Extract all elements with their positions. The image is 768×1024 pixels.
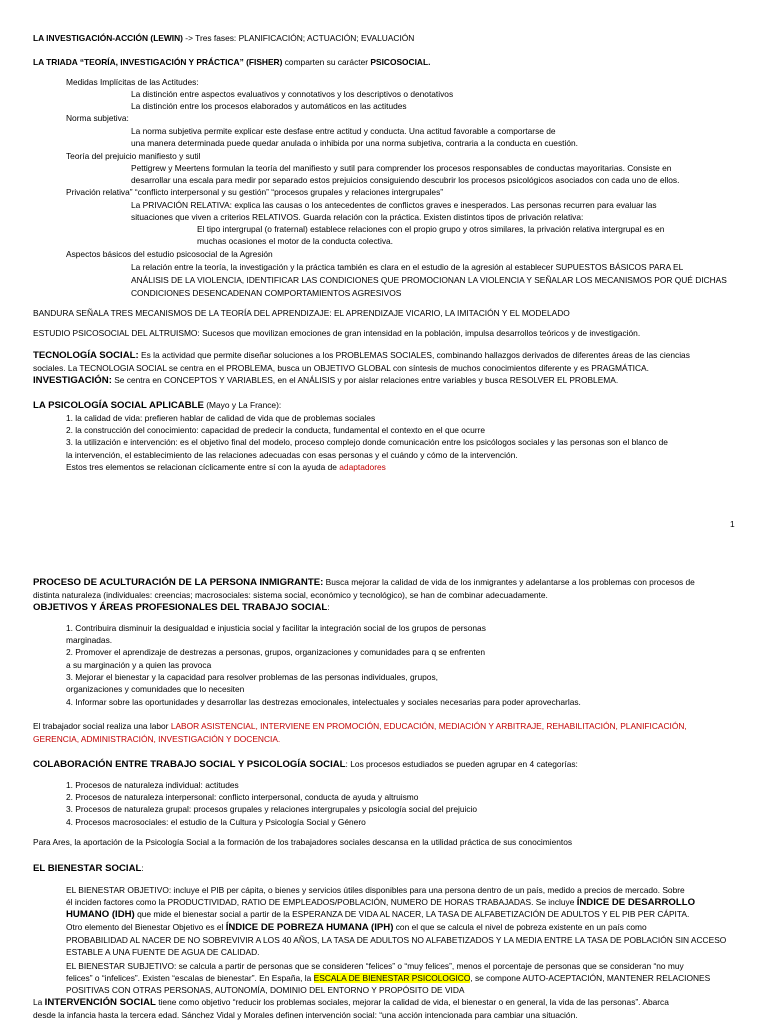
text-line: EL BIENESTAR OBJETIVO: incluye el PIB per cápita, o bienes y servicios útiles disponibles para una persona dentro de un país, medido a precios de mercado. Sobre xyxy=(66,885,685,895)
heading-investigacion-accion: LA INVESTIGACIÓN-ACCIÓN (LEWIN) -> Tres fases: PLANIFICACIÓN; ACTUACIÓN; EVALUACIÓN xyxy=(33,33,415,43)
list-item: 2. Procesos de naturaleza interpersonal: conflicto interpersonal, conducta de ayuda y altruismo xyxy=(66,792,419,802)
text-line: POSITIVAS CON OTRAS PERSONAS, AUTONOMÍA, DOMINIO DEL ENTORNO Y PROPÓSITO DE VIDA xyxy=(66,985,465,995)
subheading-prejuicio: Teoría del prejuicio manifiesto y sutil xyxy=(66,151,201,161)
text-trabajador-social: El trabajador social realiza una labor LABOR ASISTENCIAL, INTERVIENE EN PROMOCIÓN, EDUCACIÓN, MEDIACIÓN Y ARBITRAJE, REHABILITACIÓN, PLANIFICACIÓN, xyxy=(33,721,687,731)
text-aculturacion: PROCESO DE ACULTURACIÓN DE LA PERSONA INMIGRANTE: Busca mejorar la calidad de vida de los inmigrantes y adelantarse a los problemas con procesos de xyxy=(33,577,695,588)
subheading-privacion-relativa: Privación relativa” “conflicto interpersonal y su gestión” “procesos grupales y relaciones intergrupales” xyxy=(66,187,444,197)
text-tecnologia-social: TECNOLOGÍA SOCIAL: Es la actividad que permite diseñar soluciones a los PROBLEMAS SOCIALES, combinando hallazgos derivados de diferentes áreas de las ciencias xyxy=(33,350,690,361)
text-line: La PRIVACIÓN RELATIVA: explica las causas o los antecedentes de conflictos graves e inesperados. Las personas recurren para evaluar las xyxy=(131,200,657,210)
list-item: 3. Procesos de naturaleza grupal: procesos grupales y relaciones intergrupales y psicología social del prejuicio xyxy=(66,804,478,814)
text-line: ANÁLISIS DE LA VIOLENCIA, IDENTIFICAR LAS CONDICIONES QUE PROMOCIONAN LA VIOLENCIA Y SEÑALAR LOS MECANISMOS POR QUÉ DICHAS xyxy=(131,275,727,285)
list-item: 1. Procesos de naturaleza individual: actitudes xyxy=(66,780,239,790)
subheading-medidas-implicitas: Medidas Implícitas de las Actitudes: xyxy=(66,77,199,87)
text-line: una manera determinada puede quedar anulada o inhibida por una norma subjetiva, contraria a la conducta en cuestión. xyxy=(131,138,578,148)
text-adaptadores: Estos tres elementos se relacionan cíclicamente entre sí con la ayuda de adaptadores xyxy=(66,462,386,472)
text-line: La distinción entre aspectos evaluativos y connotativos y los descriptivos o denotativos xyxy=(131,89,454,99)
page-number: 1 xyxy=(730,519,735,529)
text-line: Pettigrew y Meertens formulan la teoría del manifiesto y sutil para comprender los procesos responsables de conductas mayoritarias. Consiste en xyxy=(131,163,672,173)
text-line: La distinción entre los procesos elaborados y automáticos en las actitudes xyxy=(131,101,407,111)
text-altruismo: ESTUDIO PSICOSOCIAL DEL ALTRUISMO: Sucesos que movilizan emociones de gran intensidad en la población, impulsa desarrollos teóricos y de investigación. xyxy=(33,328,641,338)
heading-psicologia-social-aplicable: LA PSICOLOGÍA SOCIAL APLICABLE (Mayo y La France): xyxy=(33,400,282,411)
subheading-norma-subjetiva: Norma subjetiva: xyxy=(66,113,129,123)
list-item: 2. la construcción del conocimiento: capacidad de predecir la conducta, fundamental el contexto en el que ocurre xyxy=(66,425,486,435)
text-line: situaciones que viven a criterios RELATIVOS. Guarda relación con la práctica. Existen distintos tipos de privación relativa: xyxy=(131,212,584,222)
text-line: GERENCIA, ADMINISTRACIÓN, INVESTIGACIÓN Y DOCENCIA. xyxy=(33,734,281,744)
list-item: 2. Promover el aprendizaje de destrezas a personas, grupos, organizaciones y comunidades para q se enfrenten xyxy=(66,647,485,657)
text-line: organizaciones y comunidades que lo necesiten xyxy=(66,684,245,694)
text-line: felices” o “infelices”. Existen “escalas de bienestar”. En España, la ESCALA DE BIENESTAR PSICOLOGICO, se compone AUTO-ACEPTACIÓN, MANTENER RELACIONES xyxy=(66,973,711,983)
text-line: PROBABILIDAD AL NACER DE NO SOBREVIVIR A LOS 40 AÑOS, LA TASA DE ADULTOS NO ALFABETIZADOS Y LA MEDIA ENTRE LA TASA DE POBLACIÓN SIN ACCESO xyxy=(66,935,727,945)
text-line: sociales. La TECNOLOGIA SOCIAL se centra en el PROBLEMA, busca un OBJETIVO GLOBAL con síntesis de muchos conocimientos diferente y es PRAGMÁTICA. xyxy=(33,363,649,373)
text-bandura: BANDURA SEÑALA TRES MECANISMOS DE LA TEORÍA DEL APRENDIZAJE: EL APRENDIZAJE VICARIO, LA IMITACIÓN Y EL MODELADO xyxy=(33,308,570,318)
text-line: marginadas. xyxy=(66,635,113,645)
text-line: muchas ocasiones el motor de la conducta colectiva. xyxy=(197,236,393,246)
text-ares: Para Ares, la aportación de la Psicología Social a la formación de los trabajadores sociales descansa en la utilidad práctica de sus conocimientos xyxy=(33,837,573,847)
list-item: 1. la calidad de vida: prefieren hablar de calidad de vida que de problemas sociales xyxy=(66,413,376,423)
subheading-agresion: Aspectos básicos del estudio psicosocial de la Agresión xyxy=(66,249,273,259)
text-investigacion: INVESTIGACIÓN: Se centra en CONCEPTOS Y VARIABLES, en el ANÁLISIS y por aislar relaciones entre variables y busca RESOLVER EL PROBLEMA. xyxy=(33,375,619,386)
text-line: El tipo intergrupal (o fraternal) establece relaciones con el propio grupo y otros similares, la privación relativa intergrupal es en xyxy=(197,224,665,234)
text-line: desarrollar una escala para medir por separado estos prejuicios consiguiendo descubrir los procesos psicológicos asociados con cada uno de ellos. xyxy=(131,175,680,185)
list-item: 4. Informar sobre las oportunidades y desarrollar las destrezas emocionales, intelectuales y sociales necesarias para poder aprovecharlas. xyxy=(66,697,581,707)
text-line: Otro elemento del Bienestar Objetivo es el ÍNDICE DE POBREZA HUMANA (IPH) con el que se calcula el nivel de pobreza existente en un país como xyxy=(66,922,647,933)
text-line: CONDICIONES DESENCADENAN COMPORTAMIENTOS AGRESIVOS xyxy=(131,288,402,298)
text-line: HUMANO (IDH) que mide el bienestar social a partir de la ESPERANZA DE VIDA AL NACER, LA TASA DE ALFABETIZACIÓN DE ADULTOS Y EL PIB PER CÁPITA. xyxy=(66,909,690,920)
highlighted-text: ESCALA DE BIENESTAR PSICOLOGICO xyxy=(313,973,471,983)
heading-bienestar-social: EL BIENESTAR SOCIAL: xyxy=(33,863,144,874)
text-line: desde la infancia hasta la tercera edad. Sánchez Vidal y Morales definen intervención social: “una acción intencionada para cambiar una situación. xyxy=(33,1010,578,1020)
text-line: la intervención, el establecimiento de las relaciones adecuadas con esas personas y el cuándo y cómo de la intervención. xyxy=(66,450,518,460)
text-line: a su marginación y a quien las provoca xyxy=(66,660,212,670)
list-item: 4. Procesos macrosociales: el estudio de la Cultura y Psicología Social y Género xyxy=(66,817,366,827)
heading-objetivos-trabajo-social: OBJETIVOS Y ÁREAS PROFESIONALES DEL TRABAJO SOCIAL: xyxy=(33,602,330,613)
text-line: La relación entre la teoría, la investigación y la práctica también es clara en el estudio de la agresión al establecer SUPUESTOS BÁSICOS PARA EL xyxy=(131,262,684,272)
heading-colaboracion: COLABORACIÓN ENTRE TRABAJO SOCIAL Y PSICOLOGÍA SOCIAL: Los procesos estudiados se pueden agrupar en 4 categorías: xyxy=(33,759,578,770)
text-intervencion-social: La INTERVENCIÓN SOCIAL tiene como objetivo “reducir los problemas sociales, mejorar la calidad de vida, el bienestar o en general, la vida de las personas”. Abarca xyxy=(33,997,669,1008)
text-line: ESTABLE A UNA FUENTE DE AGUA DE CALIDAD. xyxy=(66,947,260,957)
list-item: 3. la utilización e intervención: es el objetivo final del modelo, proceso complejo donde comunicación entre los psicólogos sociales y las personas son el blanco de xyxy=(66,437,668,447)
list-item: 3. Mejorar el bienestar y la capacidad para resolver problemas de las personas individuales, grupos, xyxy=(66,672,438,682)
heading-triada: LA TRIADA “TEORÍA, INVESTIGACIÓN Y PRÁCTICA” (FISHER) comparten su carácter PSICOSOCIAL. xyxy=(33,57,431,67)
text-line: él inciden factores como la PRODUCTIVIDAD, RATIO DE EMPLEADOS/POBLACIÓN, NUMERO DE HORAS TRABAJADAS. Se incluye ÍNDICE DE DESARROLLO xyxy=(66,897,696,908)
text-line: EL BIENESTAR SUBJETIVO: se calcula a partir de personas que se consideren “felices” o “muy felices”, menos el porcentaje de personas que se consideran “no muy xyxy=(66,961,684,971)
list-item: 1. Contribuira disminuir la desigualdad e injusticia social y facilitar la integración social de los grupos de personas xyxy=(66,623,486,633)
text-line: distinta naturaleza (individuales: creencias; macrosociales: sistema social, económico y tecnológico), se han de combinar adecuadamente. xyxy=(33,590,548,600)
text-line: La norma subjetiva permite explicar este desfase entre actitud y conducta. Una actitud favorable a comportarse de xyxy=(131,126,556,136)
